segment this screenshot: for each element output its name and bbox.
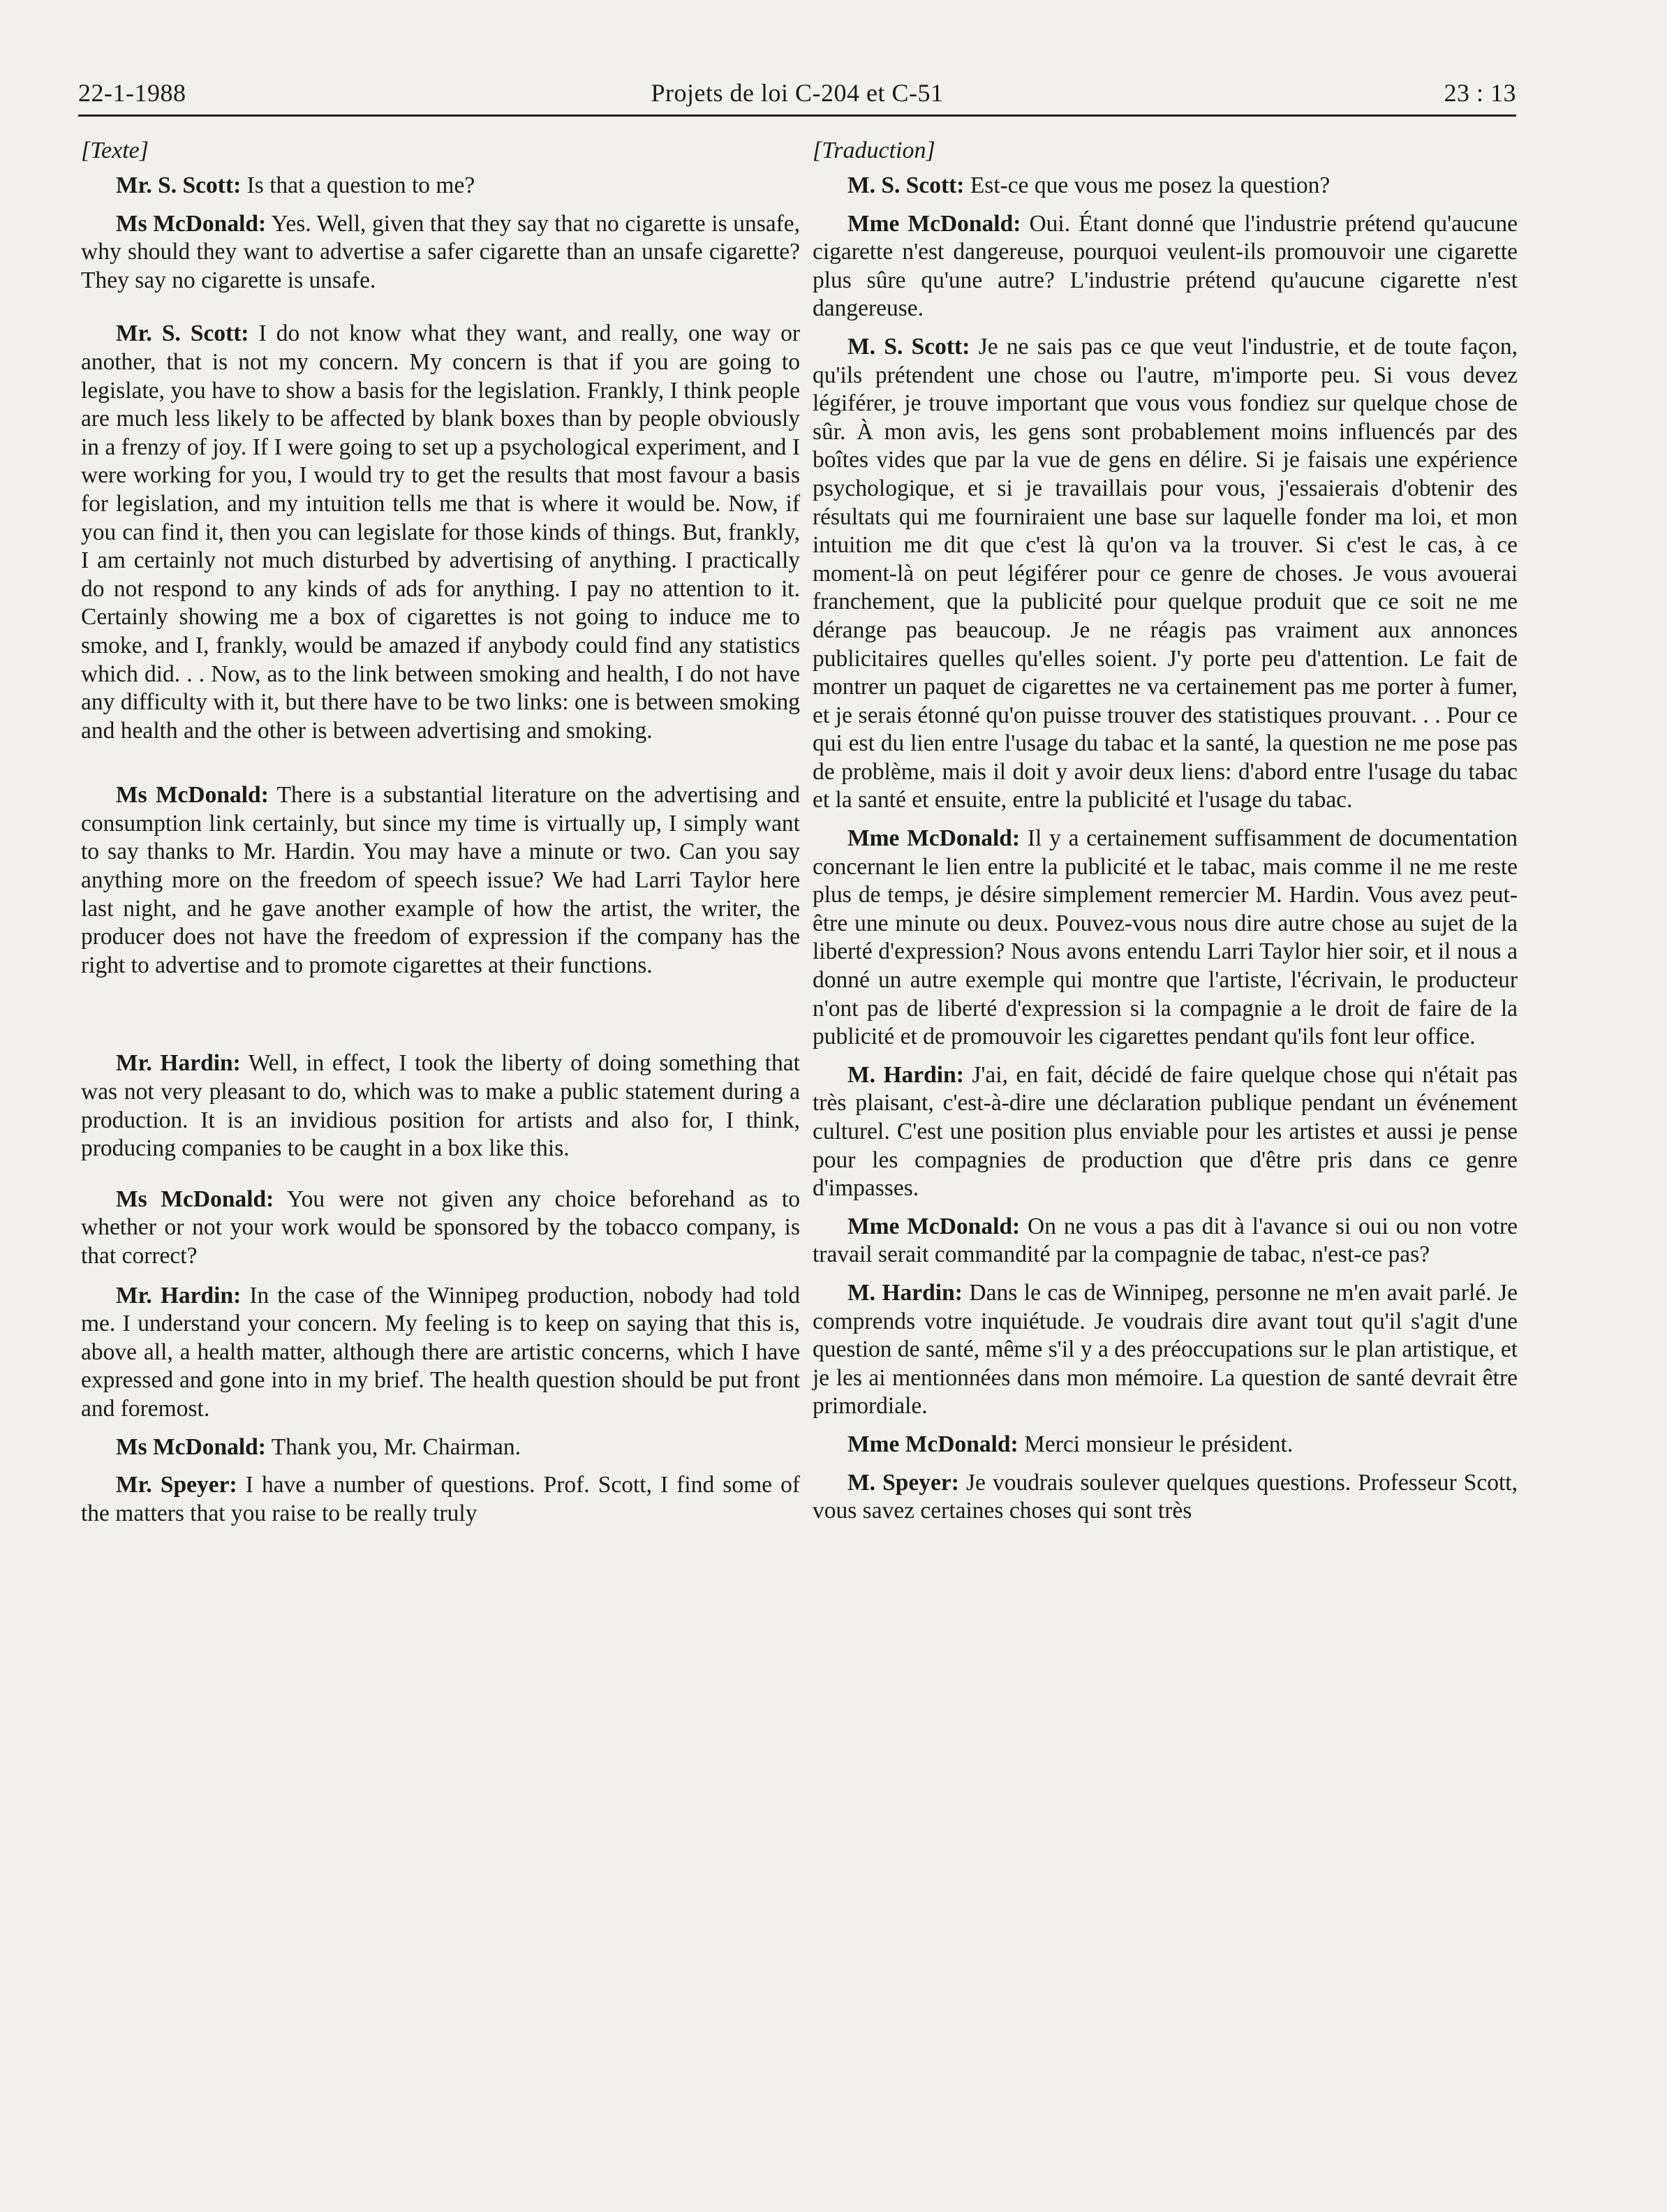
paragraph	[81, 320, 800, 745]
speech-text: In the case of the Winnipeg production, nobody had told me. I understand your concern. My feeling is to keep on saying that this is, above all, a health matter, although there are artistic concerns, which I have expressed and gone into in my brief. The health question should be put front and foremost.	[81, 1282, 800, 1422]
speech-text: Est-ce que vous me posez la question?	[964, 172, 1331, 198]
speech-text: Je voudrais soulever quelques questions. Professeur Scott, vous savez certaines choses qui sont très	[813, 1469, 1518, 1524]
speech-text: Dans le cas de Winnipeg, personne ne m'en avait parlé. Je comprends votre inquiétude. Je voudrais dire avant tout qu'il s'agit d'une question de santé, même s'il y a des préoccupations sur le plan artistique, et je les ai mentionnées dans mon mémoire. La question de santé devrait être primordiale.	[813, 1279, 1518, 1420]
paragraph	[813, 172, 1518, 200]
paragraph	[813, 1061, 1518, 1203]
speech-text: Je ne sais pas ce que veut l'industrie, et de toute façon, qu'ils prétendent une chose ou l'autre, m'importe peu. Si vous devez légiférer, je trouve important que vous vous fondiez sur quelque chose de sûr. À mon avis, les gens sont probablement moins influencés par des boîtes vides que par la vue de gens en délire. Si je faisais une expérience psychologique, et si je travaillais pour vous, j'essaierais d'obtenir des résultats qui me fourniraient une base sur laquelle fonder ma loi, et mon intuition me dit que c'est là qu'on va la trouver. Si c'est le cas, à ce moment-là on peut légiférer pour ce genre de choses. Je vous avouerai franchement, que la publicité pour quelque produit que ce soit ne me dérange pas beaucoup. Je ne réagis pas vraiment aux annonces publicitaires quelles qu'elles soient. J'y porte peu d'attention. Le fait de montrer un paquet de cigarettes ne va certainement pas me porter à fumer, et je serais étonné qu'on puisse trouver des statistiques prouvant. . . Pour ce qui est du lien entre l'usage du tabac et la santé, la question ne me pose pas de problème, mais il doit y avoir deux liens: d'abord entre l'usage du tabac et la santé et ensuite, entre la publicité et l'usage du tabac.	[813, 333, 1518, 813]
paragraph	[813, 1279, 1518, 1421]
header-page-number: 23 : 13	[1444, 79, 1516, 107]
speaker-name: M. S. Scott:	[847, 172, 965, 198]
language-tag-traduction: [Traduction]	[813, 138, 935, 163]
right-column-french	[813, 137, 1518, 1526]
header-date: 22-1-1988	[78, 79, 186, 107]
paragraph	[813, 333, 1518, 815]
paragraph	[813, 825, 1518, 1052]
paragraph	[81, 1471, 800, 1528]
speaker-name: Mr. S. Scott:	[116, 172, 242, 198]
paragraph	[813, 210, 1518, 323]
paragraph	[81, 210, 800, 295]
paragraph	[813, 1431, 1518, 1459]
speaker-name: M. Hardin:	[847, 1279, 963, 1306]
speaker-name: M. S. Scott:	[847, 333, 970, 360]
speaker-name: M. Speyer:	[847, 1469, 959, 1496]
page-header	[78, 70, 1516, 117]
paragraph	[813, 1213, 1518, 1269]
speaker-name: Ms McDonald:	[116, 1186, 274, 1212]
speech-text: J'ai, en fait, décidé de faire quelque chose qui n'était pas très plaisant, c'est-à-dire une déclaration publique pendant un événement culturel. C'est une position plus enviable pour les artistes et aussi je pense pour les compagnies de production que d'être pris dans ce genre d'impasses.	[813, 1061, 1518, 1202]
speaker-name: M. Hardin:	[847, 1061, 964, 1088]
speaker-name: Ms McDonald:	[116, 782, 269, 809]
speaker-name: Mr. S. Scott:	[116, 320, 249, 347]
paragraph	[81, 1282, 800, 1424]
speaker-name: Ms McDonald:	[116, 1433, 266, 1460]
paragraph	[81, 781, 800, 980]
speech-text: Thank you, Mr. Chairman.	[265, 1433, 521, 1460]
paragraph	[81, 1186, 800, 1271]
speaker-name: Mme McDonald:	[847, 825, 1021, 852]
language-tag-texte: [Texte]	[81, 138, 149, 163]
header-title: Projets de loi C-204 et C-51	[651, 79, 944, 107]
left-column-english	[81, 137, 800, 1528]
speech-text: Il y a certainement suffisamment de documentation concernant le lien entre la publicité et le tabac, mais comme il ne me reste plus de temps, je désire simplement remercier M. Hardin. Vous avez peut-être une minute ou deux. Pouvez-vous nous dire autre chose au sujet de la liberté d'expression? Nous avons entendu Larri Taylor hier soir, et il nous a donné un autre exemple qui montre que l'artiste, l'écrivain, le producteur n'ont pas de liberté d'expression si la compagnie a le droit de faire de la publicité et de promouvoir les cigarettes pendant qu'ils font leur office.	[813, 825, 1518, 1050]
speech-text: I have a number of questions. Prof. Scott, I find some of the matters that you raise to be really truly	[81, 1472, 800, 1526]
paragraph	[81, 1433, 800, 1462]
speaker-name: Mme McDonald:	[847, 1431, 1018, 1457]
speech-text: Yes. Well, given that they say that no cigarette is unsafe, why should they want to advertise a safer cigarette than an unsafe cigarette? They say no cigarette is unsafe.	[81, 210, 801, 293]
speech-text: You were not given any choice beforehand as to whether or not your work would be sponsored by the tobacco company, is that correct?	[81, 1186, 800, 1269]
paragraph	[813, 1469, 1518, 1526]
speech-text: Well, in effect, I took the liberty of doing something that was not very pleasant to do, which was to make a public statement during a production. It is an invidious position for artists and also for, I think, producing companies to be caught in a box like this.	[81, 1050, 800, 1162]
speaker-name: Mr. Speyer:	[116, 1472, 237, 1498]
speech-text: Oui. Étant donné que l'industrie prétend qu'aucune cigarette n'est dangereuse, pourquoi veulent-ils promouvoir une cigarette plus sûre qu'une autre? L'industrie prétend qu'aucune cigarette n'est dangereuse.	[813, 210, 1518, 322]
speaker-name: Mr. Hardin:	[116, 1282, 242, 1308]
speech-text: I do not know what they want, and really, one way or another, that is not my concern. My concern is that if you are going to legislate, you have to show a basis for the legislation. Frankly, I think people are much less likely to be affected by blank boxes than by people obviously in a frenzy of joy. If I were going to set up a psychological experiment, and I were working for you, I would try to get the results that most favour a basis for legislation, and my intuition tells me that is where it would be. Now, if you can find it, then you can legislate for those kinds of things. But, frankly, I am certainly not much disturbed by advertising of anything. I practically do not respond to any kinds of ads for anything. I pay no attention to it. Certainly showing me a box of cigarettes is not going to induce me to smoke, and I, frankly, would be amazed if anybody could find any statistics which did. . . Now, as to the link between smoking and health, I do not have any difficulty with it, but there have to be two links: one is between smoking and health and the other is between advertising and smoking.	[81, 320, 801, 744]
speaker-name: Ms McDonald:	[116, 210, 267, 237]
speech-text: There is a substantial literature on the advertising and consumption link certainly, but since my time is virtually up, I simply want to say thanks to Mr. Hardin. You may have a minute or two. Can you say anything more on the freedom of speech issue? We had Larri Taylor here last night, and he gave another example of how the artist, the writer, the producer does not have the freedom of expression if the company has the right to advertise and to promote cigarettes at their functions.	[81, 782, 800, 978]
speaker-name: Mme McDonald:	[847, 1213, 1021, 1239]
speech-text: On ne vous a pas dit à l'avance si oui ou non votre travail serait commandité par la compagnie de tabac, n'est-ce pas?	[813, 1213, 1518, 1268]
speaker-name: Mr. Hardin:	[116, 1050, 241, 1077]
speech-text: Is that a question to me?	[241, 172, 475, 198]
paragraph	[81, 172, 800, 200]
speech-text: Merci monsieur le président.	[1018, 1431, 1294, 1457]
speaker-name: Mme McDonald:	[847, 210, 1021, 237]
paragraph	[81, 1049, 800, 1163]
